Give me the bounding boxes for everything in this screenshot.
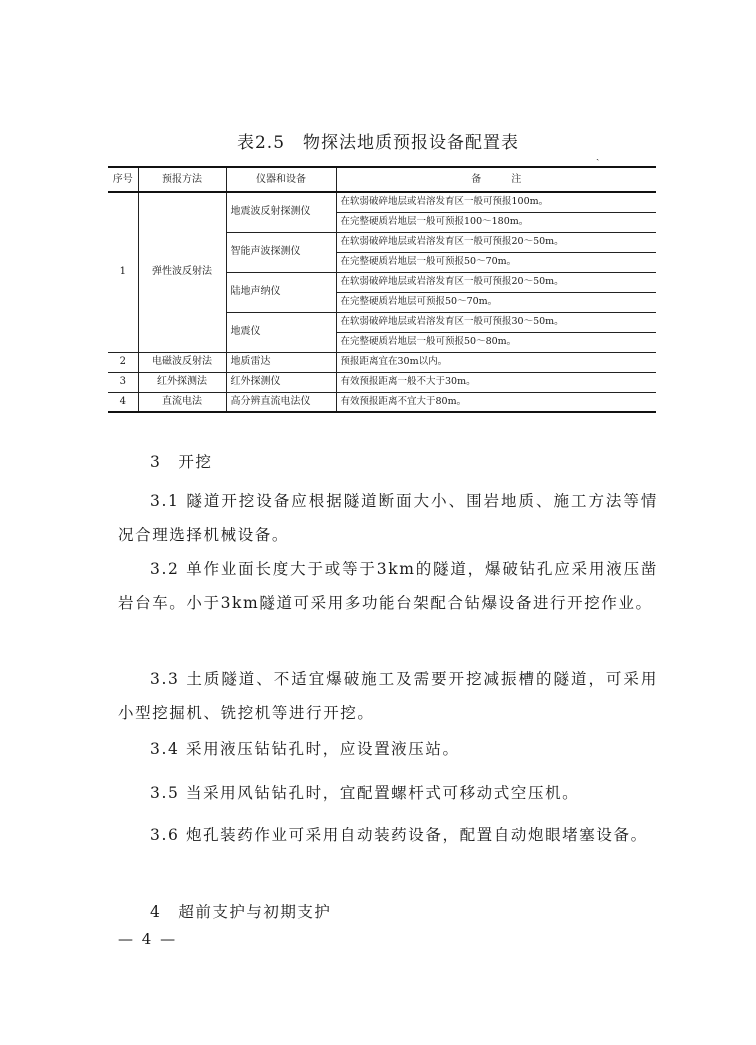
header-no: 序号 [108,167,138,192]
row-note: 在完整硬质岩地层一般可预报50～80m。 [336,332,656,352]
row-note: 在软弱破碎地层或岩溶发育区一般可预报100m。 [336,192,656,212]
paragraph-3-6: 3.6 炮孔装药作业可采用自动装药设备，配置自动炮眼堵塞设备。 [150,826,648,844]
table-row [108,392,656,412]
header-equipment: 仪器和设备 [226,167,336,192]
row-note: 预报距离宜在30m以内。 [336,352,656,372]
row-note: 在软弱破碎地层或岩溶发育区一般可预报20～50m。 [336,272,656,292]
row-no: 4 [108,392,138,412]
row-method: 红外探测法 [138,372,226,392]
row-note: 有效预报距离一般不大于30m。 [336,372,656,392]
header-method: 预报方法 [138,167,226,192]
row-equipment: 地震仪 [226,312,336,352]
row-equipment: 地质雷达 [226,352,336,372]
table-row [108,372,656,392]
row-note: 在软弱破碎地层或岩溶发育区一般可预报20～50m。 [336,232,656,252]
equipment-config-table [108,166,656,413]
row-equipment: 红外探测仪 [226,372,336,392]
table-header-row [108,167,656,192]
paragraph-3-3: 3.3 土质隧道、不适宜爆破施工及需要开挖减振槽的隧道，可采用小型挖掘机、铣挖机等进行开挖。 [118,670,658,722]
table-caption [0,128,756,153]
row-equipment: 地震波反射探测仪 [226,192,336,232]
paragraph-3-5: 3.5 当采用风钻钻孔时，宜配置螺杆式可移动式空压机。 [150,784,580,802]
row-no: 3 [108,372,138,392]
row-no: 2 [108,352,138,372]
paragraph-3-2: 3.2 单作业面长度大于或等于3km的隧道，爆破钻孔应采用液压凿岩台车。小于3km隧道可采用多功能台架配合钻爆设备进行开挖作业。 [118,560,658,612]
row-method: 弹性波反射法 [138,192,226,352]
row-note: 在完整硬质岩地层一般可预报50～70m。 [336,252,656,272]
row-method: 电磁波反射法 [138,352,226,372]
table-number: 表2.5 [236,133,286,153]
section-heading-support: 4 超前支护与初期支护 [150,903,332,921]
header-notes: 备 注 [336,167,656,192]
scan-mark: ˏ [596,150,600,161]
row-no: 1 [108,192,138,352]
table-row [108,352,656,372]
row-equipment: 陆地声纳仪 [226,272,336,312]
table-row [108,192,656,212]
paragraph-3-4: 3.4 采用液压钻钻孔时，应设置液压站。 [150,740,460,758]
row-note: 在完整硬质岩地层一般可预报100～180m。 [336,212,656,232]
table-title: 物探法地质预报设备配置表 [303,133,520,153]
page-number: — 4 — [118,930,178,948]
paragraph-3-1: 3.1 隧道开挖设备应根据隧道断面大小、围岩地质、施工方法等情况合理选择机械设备。 [118,492,658,544]
row-method: 直流电法 [138,392,226,412]
row-note: 有效预报距离不宜大于80m。 [336,392,656,412]
row-note: 在软弱破碎地层或岩溶发育区一般可预报30～50m。 [336,312,656,332]
row-note: 在完整硬质岩地层可预报50～70m。 [336,292,656,312]
row-equipment: 智能声波探测仪 [226,232,336,272]
section-heading-excavation: 3 开挖 [150,453,213,471]
row-equipment: 高分辨直流电法仪 [226,392,336,412]
